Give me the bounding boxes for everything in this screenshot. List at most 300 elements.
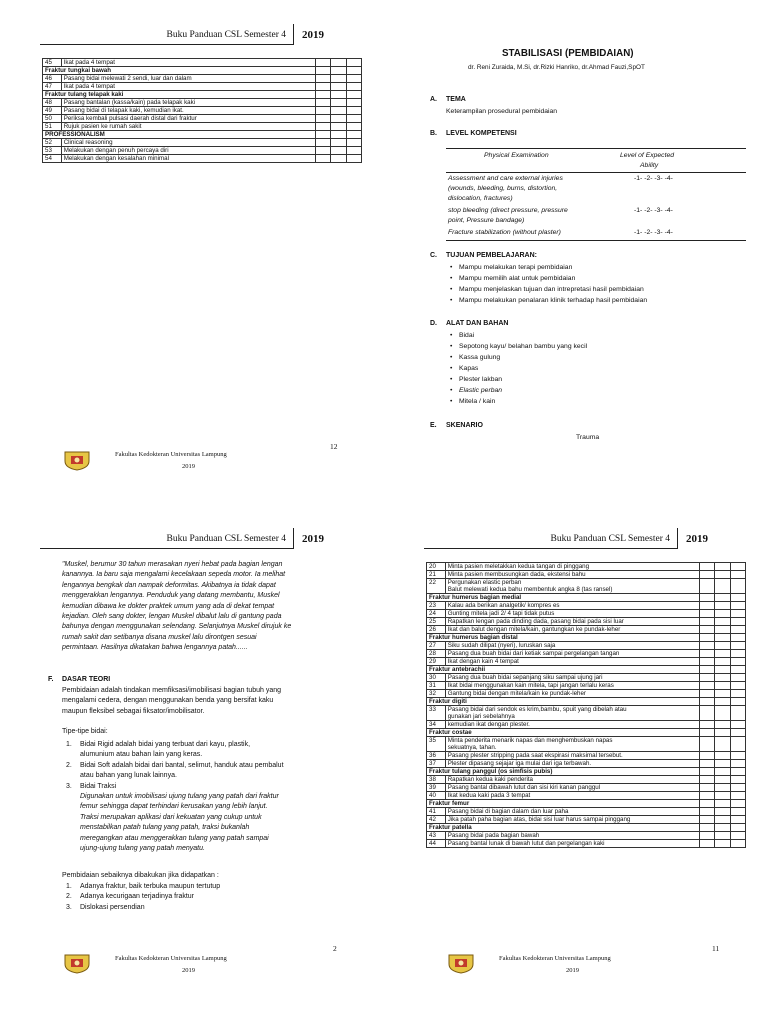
score-cell[interactable] [730, 563, 745, 571]
level-row-1-line-2: (wounds, bleeding, burns, distortion, [448, 185, 558, 192]
step-number: 27 [427, 642, 446, 650]
step-text: Plester dipasang sejajar iga mulai dari iga terbawah. [445, 760, 699, 768]
skenario-heading: SKENARIO [446, 422, 483, 429]
table-row [427, 579, 746, 594]
table-row [427, 840, 746, 848]
step-text: Ikat bidai menggunakan kain mitela, tapi jangan terlalu keras [445, 682, 699, 690]
step-text: Ikat pada 4 tempat [61, 83, 315, 91]
step-number: 20 [427, 563, 446, 571]
score-cell[interactable] [315, 123, 330, 131]
type-item: 3. Bidai Traksi Digunakan untuk imobilisasi ujung tulang yang patah dari fraktur femur sehingga dapat terhindari kerusakan yang lebih lanjut. Traksi merupakan aplikasi dari kekuatan yang cukup untuk menstabilkan patah tulang yang patah, traksi bukanlah meregangkan atau menggerakkan tulang yang patah sampai ujung-ujung tulang yang patah menyatu. [66, 782, 279, 853]
score-cell[interactable] [315, 139, 330, 147]
score-cell[interactable] [699, 618, 714, 626]
step-text: Ikat dengan kain 4 tempat [445, 658, 699, 666]
score-cell[interactable] [331, 99, 346, 107]
level-row-2-value: -1- -2- -3- -4- [634, 207, 673, 214]
score-cell[interactable] [715, 760, 730, 768]
dasar-teori-heading: DASAR TEORI [62, 676, 111, 683]
step-number: 44 [427, 840, 446, 848]
step-number: 25 [427, 618, 446, 626]
section-label: Fraktur tulang panggul (os simfisis pubis) [427, 768, 700, 776]
score-cell[interactable] [699, 666, 714, 674]
score-cell[interactable] [346, 107, 361, 115]
table-row [427, 721, 746, 729]
section-label: PROFESSIONALISM [43, 131, 316, 139]
step-number: 43 [427, 832, 446, 840]
score-cell[interactable] [699, 752, 714, 760]
score-cell[interactable] [730, 840, 745, 848]
score-cell[interactable] [730, 642, 745, 650]
score-cell[interactable] [699, 698, 714, 706]
step-number: 37 [427, 760, 446, 768]
score-cell[interactable] [715, 706, 730, 721]
footer-year: 2019 [566, 967, 579, 974]
step-text: Gunting mitela jadi 2/ 4 tapi tidak putus [445, 610, 699, 618]
score-cell[interactable] [730, 737, 745, 752]
section-label: Fraktur femur [427, 800, 700, 808]
table-row [427, 626, 746, 634]
table-row [427, 650, 746, 658]
score-cell[interactable] [715, 666, 730, 674]
score-cell[interactable] [331, 139, 346, 147]
score-cell[interactable] [331, 83, 346, 91]
score-cell[interactable] [730, 579, 745, 594]
score-cell[interactable] [715, 618, 730, 626]
step-text: Pasang plester stripping pada saat ekspirasi maksimal tersebut. [445, 752, 699, 760]
score-cell[interactable] [699, 808, 714, 816]
score-cell[interactable] [331, 131, 346, 139]
score-cell[interactable] [346, 91, 361, 99]
step-number: 53 [43, 147, 62, 155]
score-cell[interactable] [730, 792, 745, 800]
score-cell[interactable] [699, 682, 714, 690]
stabilisasi-page [384, 0, 768, 512]
level-row-1-value: -1- -2- -3- -4- [634, 175, 673, 182]
score-cell[interactable] [699, 674, 714, 682]
level-row-1-line-3: dislocation, fractures) [448, 195, 513, 202]
checklist-table [426, 562, 746, 848]
table-row [427, 674, 746, 682]
score-cell[interactable] [315, 67, 330, 75]
score-cell[interactable] [699, 721, 714, 729]
table-section-row [427, 729, 746, 737]
step-text: Pasang dua buah bidai dari ketiak sampai pergelangan tangan [445, 650, 699, 658]
step-text: Melakukan dengan penuh percaya diri [61, 147, 315, 155]
table-row [43, 59, 362, 67]
score-cell[interactable] [730, 650, 745, 658]
header-title: Buku Panduan CSL Semester 4 [166, 30, 286, 40]
page-2 [0, 512, 384, 1024]
score-cell[interactable] [331, 115, 346, 123]
score-cell[interactable] [715, 650, 730, 658]
score-cell[interactable] [331, 155, 346, 163]
alat-list [450, 330, 587, 407]
footer-year: 2019 [182, 967, 195, 974]
score-cell[interactable] [715, 752, 730, 760]
score-cell[interactable] [699, 658, 714, 666]
score-cell[interactable] [715, 610, 730, 618]
score-cell[interactable] [715, 737, 730, 752]
step-number: 28 [427, 650, 446, 658]
score-cell[interactable] [699, 579, 714, 594]
score-cell[interactable] [699, 571, 714, 579]
score-cell[interactable] [715, 808, 730, 816]
step-number: 24 [427, 610, 446, 618]
score-cell[interactable] [699, 650, 714, 658]
table-row [43, 123, 362, 131]
definition-line: Pembidaian adalah tindakan memfiksasi/imobilisasi bagian tubuh yang [62, 687, 282, 694]
step-number: 31 [427, 682, 446, 690]
score-cell[interactable] [699, 634, 714, 642]
score-cell[interactable] [699, 602, 714, 610]
score-cell[interactable] [699, 610, 714, 618]
score-cell[interactable] [730, 618, 745, 626]
score-cell[interactable] [315, 59, 330, 67]
step-text: Pasang bidai dari sendok es krim,bambu, spuit yang dibelah atau gunakan jari sebelahnya [445, 706, 699, 721]
table-row [427, 610, 746, 618]
score-cell[interactable] [699, 626, 714, 634]
score-cell[interactable] [699, 824, 714, 832]
level-row-2-line-1: stop bleeding (direct pressure, pressure [448, 207, 568, 214]
step-number: 38 [427, 776, 446, 784]
step-text: Periksa kembali pulsasi daerah distal dari fraktur [61, 115, 315, 123]
score-cell[interactable] [730, 610, 745, 618]
score-cell[interactable] [699, 776, 714, 784]
score-cell[interactable] [730, 824, 745, 832]
score-cell[interactable] [346, 83, 361, 91]
score-cell[interactable] [331, 59, 346, 67]
score-cell[interactable] [346, 147, 361, 155]
alat-heading: ALAT DAN BAHAN [446, 320, 509, 327]
score-cell[interactable] [699, 840, 714, 848]
table-row [43, 155, 362, 163]
definition-text [62, 686, 340, 717]
level-row-3-line-1: Fracture stabilization (without plaster) [448, 229, 561, 236]
score-cell[interactable] [331, 91, 346, 99]
score-cell[interactable] [699, 563, 714, 571]
alat-item: • Sepotong kayu/ belahan bambu yang kecil [450, 341, 587, 352]
table-row [427, 690, 746, 698]
score-cell[interactable] [715, 690, 730, 698]
scenario-line: kejadian. Oleh sang dokter, lengan Muskel dibalut lalu di gantung pada [62, 613, 282, 621]
score-cell[interactable] [699, 768, 714, 776]
page-number: 12 [330, 442, 338, 451]
score-cell[interactable] [715, 594, 730, 602]
score-cell[interactable] [730, 784, 745, 792]
score-cell[interactable] [730, 571, 745, 579]
scenario-line: lengannya bengkak dan nampak deformitas. Akibatnya ia tidak dapat [62, 581, 276, 589]
step-number: 30 [427, 674, 446, 682]
score-cell[interactable] [730, 768, 745, 776]
table-row [427, 760, 746, 768]
table-row [427, 816, 746, 824]
score-cell[interactable] [730, 698, 745, 706]
score-cell[interactable] [699, 832, 714, 840]
header-title: Buku Panduan CSL Semester 4 [550, 534, 670, 544]
university-seal-logo [446, 952, 476, 974]
score-cell[interactable] [730, 776, 745, 784]
table-row [427, 682, 746, 690]
score-cell[interactable] [346, 75, 361, 83]
scenario-line: "Muskel, berumur 30 tahun merasakan nyeri hebat pada bagian lengan [62, 561, 283, 568]
tujuan-item: • Mampu melakukan terapi pembidaian [450, 262, 647, 273]
university-seal-logo [62, 952, 92, 974]
table-row [427, 602, 746, 610]
score-cell[interactable] [715, 768, 730, 776]
score-cell[interactable] [715, 784, 730, 792]
header-title: Buku Panduan CSL Semester 4 [166, 534, 286, 544]
step-text: Ikat kedua kaki pada 3 tempat [445, 792, 699, 800]
score-cell[interactable] [730, 634, 745, 642]
score-cell[interactable] [715, 792, 730, 800]
score-cell[interactable] [715, 634, 730, 642]
score-cell[interactable] [730, 721, 745, 729]
step-number: 49 [43, 107, 62, 115]
type-item: 2. Bidai Soft adalah bidai dari bantal, selimut, handuk atau pembalut atau bahan yang lunak lainnya. [66, 761, 284, 780]
score-cell[interactable] [315, 107, 330, 115]
step-number: 35 [427, 737, 446, 752]
table-row [427, 808, 746, 816]
level-heading: LEVEL KOMPETENSI [446, 130, 517, 137]
table-row [427, 784, 746, 792]
step-text: Pasang bidai melewati 2 sendi, luar dan dalam [61, 75, 315, 83]
score-cell[interactable] [730, 682, 745, 690]
tujuan-item: • Mampu menjelaskan tujuan dan intrepretasi hasil pembidaian [450, 284, 647, 295]
score-cell[interactable] [730, 816, 745, 824]
table-row [43, 115, 362, 123]
score-cell[interactable] [730, 626, 745, 634]
tujuan-item: • Mampu melakukan penalaran klinik terhadap hasil pembidaian [450, 295, 647, 306]
section-label: Fraktur tungkai bawah [43, 67, 316, 75]
indication-list [66, 882, 340, 913]
type-number: 3. [66, 782, 72, 790]
score-cell[interactable] [715, 674, 730, 682]
page-11 [384, 512, 768, 1024]
score-cell[interactable] [715, 658, 730, 666]
section-label: Fraktur humerus bagian distal [427, 634, 700, 642]
table-row [427, 706, 746, 721]
table-row [427, 642, 746, 650]
alat-item: • Elastic perban [450, 385, 587, 396]
score-cell[interactable] [315, 83, 330, 91]
university-seal-logo [62, 449, 92, 471]
score-cell[interactable] [699, 800, 714, 808]
score-cell[interactable] [730, 800, 745, 808]
step-text: Rujuk pasien ke rumah sakit [61, 123, 315, 131]
score-cell[interactable] [715, 824, 730, 832]
indication-item: 3. Dislokasi persendian [66, 903, 145, 911]
score-cell[interactable] [699, 642, 714, 650]
step-number: 36 [427, 752, 446, 760]
section-letter-b: B. [430, 130, 437, 137]
definition-line: maupun fleksibel sebagai fiksator/imobilisator. [62, 707, 205, 715]
score-cell[interactable] [730, 706, 745, 721]
score-cell[interactable] [715, 698, 730, 706]
score-cell[interactable] [315, 147, 330, 155]
score-cell[interactable] [715, 800, 730, 808]
score-cell[interactable] [346, 131, 361, 139]
score-cell[interactable] [730, 602, 745, 610]
section-label: Fraktur costae [427, 729, 700, 737]
section-letter-e: E. [430, 422, 437, 429]
score-cell[interactable] [699, 784, 714, 792]
step-text: Kalau ada berikan analgetik/ kompres es [445, 602, 699, 610]
table-section-row [427, 800, 746, 808]
score-cell[interactable] [730, 690, 745, 698]
score-cell[interactable] [315, 131, 330, 139]
section-letter-f: F. [48, 676, 54, 683]
definition-line: mengalami cedera, dengan menggunakan benda yang bersifat kaku [62, 697, 274, 705]
score-cell[interactable] [346, 115, 361, 123]
score-cell[interactable] [715, 729, 730, 737]
score-cell[interactable] [715, 776, 730, 784]
score-cell[interactable] [730, 594, 745, 602]
level-row-1-line-1: Assessment and care external injuries [448, 175, 563, 182]
step-text: Minta pasien membusungkan dada, ekstensi bahu [445, 571, 699, 579]
score-cell[interactable] [730, 666, 745, 674]
score-cell[interactable] [715, 832, 730, 840]
score-cell[interactable] [715, 626, 730, 634]
score-cell[interactable] [730, 760, 745, 768]
section-label: Fraktur tulang telapak kaki [43, 91, 316, 99]
scenario-text [62, 560, 340, 654]
score-cell[interactable] [331, 107, 346, 115]
step-text: Pergunakan elastic perban Balut melewati kedua bahu membentuk angka 8 (tas ransel) [445, 579, 699, 594]
score-cell[interactable] [699, 760, 714, 768]
section-letter-a: A. [430, 96, 437, 103]
level-col-exam: Physical Examination [484, 152, 549, 159]
step-number: 51 [43, 123, 62, 131]
score-cell[interactable] [730, 808, 745, 816]
score-cell[interactable] [699, 816, 714, 824]
section-letter-d: D. [430, 320, 437, 327]
score-cell[interactable] [315, 99, 330, 107]
scenario-line: kanannya. Ia baru saja mengalami kecelakaan sepeda motor. Ia melihat [62, 571, 286, 579]
step-number: 26 [427, 626, 446, 634]
page-number: 11 [712, 944, 720, 953]
step-number: 34 [427, 721, 446, 729]
scenario-line: permintaan. Hasilnya dikatakan bahwa lengannya patah...... [62, 644, 248, 652]
section-label: Fraktur humerus bagian medial [427, 594, 700, 602]
step-text: Minta pasien meletakkan kedua tangan di pinggang [445, 563, 699, 571]
alat-item: • Kassa gulung [450, 352, 587, 363]
step-number: 45 [43, 59, 62, 67]
indication-item: 2. Adanya kecurigaan terjadinya fraktur [66, 893, 195, 901]
score-cell[interactable] [730, 752, 745, 760]
score-cell[interactable] [699, 706, 714, 721]
score-cell[interactable] [315, 91, 330, 99]
score-cell[interactable] [346, 99, 361, 107]
score-cell[interactable] [730, 832, 745, 840]
step-text: Minta penderita menarik napas dan menghembuskan napas sekuatnya, tahan. [445, 737, 699, 752]
table-row [43, 75, 362, 83]
table-section-row [427, 594, 746, 602]
score-cell[interactable] [699, 690, 714, 698]
section-label: Fraktur antebrachii [427, 666, 700, 674]
step-number: 52 [43, 139, 62, 147]
score-cell[interactable] [331, 147, 346, 155]
score-cell[interactable] [715, 571, 730, 579]
step-text: Pasang bidai pada bagian bawah [445, 832, 699, 840]
tujuan-heading: TUJUAN PEMBELAJARAN: [446, 252, 538, 259]
score-cell[interactable] [346, 123, 361, 131]
types-list [66, 740, 340, 854]
score-cell[interactable] [715, 642, 730, 650]
score-cell[interactable] [331, 75, 346, 83]
table-section-row [43, 91, 362, 99]
score-cell[interactable] [730, 674, 745, 682]
header-year: 2019 [686, 533, 708, 545]
table-row [43, 99, 362, 107]
step-text: Pasang bantal dibawah lutut dan sisi kiri kanan panggul [445, 784, 699, 792]
document-title: STABILISASI (PEMBIDAIAN) [502, 48, 634, 59]
header-year: 2019 [302, 533, 324, 545]
type-item: 1. Bidai Rigid adalah bidai yang terbuat dari kayu, plastik, alumunium atau bahan lain yang keras. [66, 741, 251, 759]
score-cell[interactable] [730, 658, 745, 666]
step-number: 42 [427, 816, 446, 824]
score-cell[interactable] [715, 602, 730, 610]
score-cell[interactable] [699, 737, 714, 752]
score-cell[interactable] [346, 139, 361, 147]
score-cell[interactable] [331, 67, 346, 75]
step-text: kemudian ikat dengan plester. [445, 721, 699, 729]
score-cell[interactable] [715, 563, 730, 571]
score-cell[interactable] [715, 579, 730, 594]
score-cell[interactable] [730, 729, 745, 737]
score-cell[interactable] [715, 721, 730, 729]
score-cell[interactable] [315, 115, 330, 123]
score-cell[interactable] [699, 594, 714, 602]
step-number: 50 [43, 115, 62, 123]
table-section-row [427, 634, 746, 642]
step-text: Rapatkan kedua kaki penderita [445, 776, 699, 784]
table-row [427, 571, 746, 579]
table-row [43, 83, 362, 91]
score-cell[interactable] [715, 816, 730, 824]
score-cell[interactable] [315, 155, 330, 163]
step-text: Gantung bidai dengan mitela/kain ke pundak-leher [445, 690, 699, 698]
level-row-2-line-2: point, Pressure bandage) [448, 217, 525, 224]
tujuan-item: • Mampu memilih alat untuk pembidaian [450, 273, 647, 284]
table-row [427, 776, 746, 784]
table-section-row [427, 768, 746, 776]
table-section-row [427, 824, 746, 832]
tujuan-list [450, 262, 647, 306]
score-cell[interactable] [715, 682, 730, 690]
step-number: 40 [427, 792, 446, 800]
alat-item: • Kapas [450, 363, 587, 374]
step-text: Clinical reasoning [61, 139, 315, 147]
page-number: 2 [333, 944, 337, 953]
score-cell[interactable] [315, 75, 330, 83]
score-cell[interactable] [346, 155, 361, 163]
scenario-line: rumah sakit dan setibanya disana muskel lalu dirontgen sesuai [62, 633, 257, 641]
score-cell[interactable] [331, 123, 346, 131]
score-cell[interactable] [699, 792, 714, 800]
header-year: 2019 [302, 29, 324, 41]
score-cell[interactable] [346, 59, 361, 67]
step-text: Melakukan dengan kesalahan minimal [61, 155, 315, 163]
table-row [43, 107, 362, 115]
score-cell[interactable] [346, 67, 361, 75]
score-cell[interactable] [715, 840, 730, 848]
table-row [427, 658, 746, 666]
table-section-row [43, 67, 362, 75]
step-number: 48 [43, 99, 62, 107]
score-cell[interactable] [699, 729, 714, 737]
step-text: Pasang bantal lunak di bawah lutut dan pergelangan kaki [445, 840, 699, 848]
table-section-row [427, 698, 746, 706]
